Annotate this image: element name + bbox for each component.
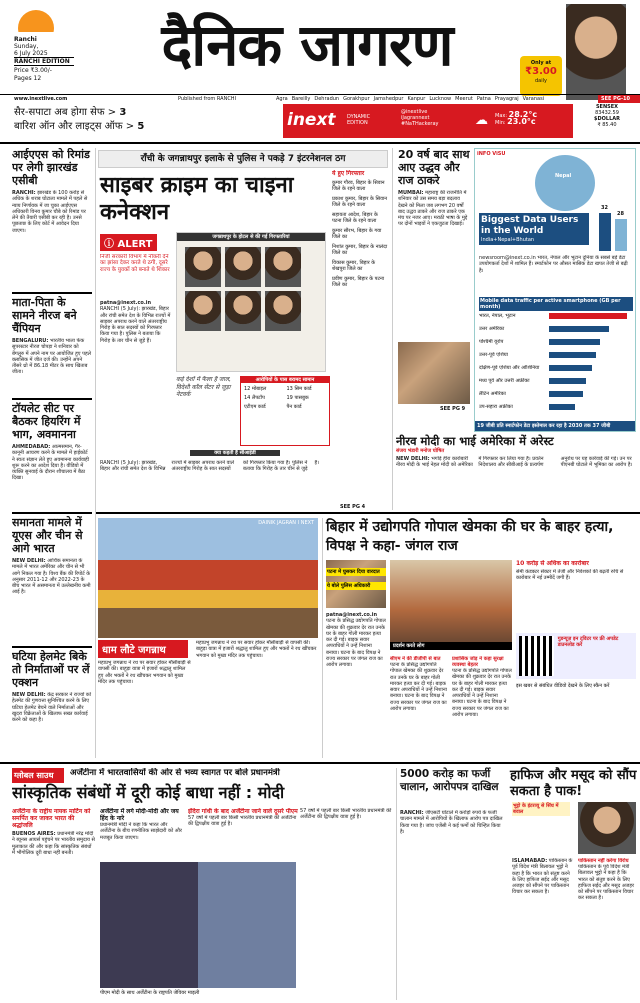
info-number-2: 28 [617, 211, 624, 217]
teaser-2[interactable]: बारिश ऑन और लाइट्स ऑफ > 5 [14, 121, 145, 132]
min-label: Min: [495, 120, 506, 126]
seized-item: 13 सिम कार्ड [286, 386, 312, 392]
nirav-body: भगोड़े हीरा कारोबारी नीरव मोदी के भाई नेहल मोदी को अमेरिका में गिरफ्तार कर लिया गया है। प्रवर्तन निदेशालय और सीबीआई के प्रत्यर्पण अनुरोध पर यह कार्रवाई की गई। उन पर पीएनबी घोटाले में भूमिका का आरोप है। [396, 456, 633, 469]
band-headline[interactable]: सांस्कृतिक संबंधों में दूरी कोई बाधा नहीं : मोदी [12, 783, 285, 802]
social-2[interactable]: iJagrannext [401, 115, 430, 121]
info-row-bar [549, 391, 583, 397]
story[interactable] [12, 296, 92, 396]
accused-photo [225, 247, 261, 287]
inext-sub [347, 114, 370, 126]
hafiz-side [578, 858, 636, 998]
divider [12, 646, 92, 648]
info-row-bar [549, 352, 596, 358]
protest-photo [390, 560, 512, 650]
band-col-3 [188, 808, 298, 858]
story-dateline: NEW DELHI: [12, 558, 46, 564]
info-bar-rows [479, 309, 633, 413]
nav-city[interactable]: Dehradun [314, 96, 340, 102]
band-col-2-head: अर्जेंटीना में लगे मोदी-मोदी और जय हिंद के नारे [100, 808, 179, 822]
info-row-bar [549, 326, 609, 332]
band-col-3-head: इंदिरा गांधी के बाद अर्जेंटीना जाने वाले दूसरे पीएम [188, 808, 298, 815]
photo-credit: DAINIK JAGRAN I NEXT [258, 520, 314, 526]
dollar-label: $DOLLAR [594, 116, 620, 122]
jagannath-body-2: महाप्रभु जगन्नाथ ने रथ पर सवार होकर मौसीबाड़ी से वापसी की। बाहुड़ा यात्रा में हजारों श्रद्धालु शामिल हुए और भक्तों ने रथ खींचकर भगवान को मुख्य मंदिर तक पहुंचाया। [98, 660, 191, 685]
lead-body [100, 300, 172, 400]
info-number-1: 32 [601, 205, 608, 211]
accused-item: प्रकाश कुमार, बिहार के सिवान जिले के रहने वाला [332, 196, 388, 208]
hafiz-headline[interactable]: हाफिज और मसूद को सौंप सकता है पाक! [510, 768, 637, 799]
inext-sub-1: DYNAMIC [347, 114, 371, 120]
weather-icon: ☁ [475, 113, 488, 128]
celebrity-photo [566, 4, 626, 100]
story-body: आत्मसमान, गैर-कानूनी आचरण करने के मामले में हाईकोर्ट ने स्वतः संज्ञान लेते हुए अवमानना कार्यवाही शुरू करने का आदेश दिया है। वीडियो में व्यक्ति सुनवाई के दौरान शौचालय में बैठा दिखा। [12, 444, 90, 482]
hafiz-side-body: पाकिस्तान के पूर्व विदेश मंत्री बिलावल भुट्टो ने कहा है कि भारत को संतुष्ट करने के लिए हाफिज सईद और मसूद अजहर को सौंपने पर पाकिस्तान विचार कर सकता है। [578, 864, 635, 902]
markets [578, 104, 636, 128]
story-headline: टॉयलेट सीट पर बैठकर हियरिंग में भाग, अवमानना [12, 402, 81, 441]
nirav-story[interactable] [396, 434, 638, 510]
masthead-title: दैनिक जागरण [161, 11, 453, 79]
max-label: Max: [495, 113, 508, 119]
nav-city[interactable]: Lucknow [429, 96, 452, 102]
lead-continued: RANCHI (5 July): झारखंड, बिहार और रांची समेत देश के विभिन्न राज्यों में साइबर अपराध करने वाले अंतरराष्ट्रीय गिरोह के सात सदस्यों को गिरफ्तार किया गया है। पुलिस ने बताया कि गिरोह के तार चीन से जुड़े हैं। [100, 460, 320, 473]
story-dateline: BENGALURU: [12, 338, 49, 344]
info-row-label: लैटिन अमेरिका [479, 390, 506, 397]
info-bar-row [479, 400, 633, 413]
day: Sunday, [14, 43, 39, 50]
accused-list [332, 170, 388, 450]
published-from: Published from RANCHI [178, 96, 237, 102]
story-dateline: AHMEDABAD: [12, 444, 51, 450]
nirav-headline: नीरव मोदी का भाई अमेरिका में अरेस्ट [396, 434, 554, 448]
lead-headline[interactable]: साइबर क्राइम का चाइना कनेक्शन [100, 173, 294, 225]
column-rule [396, 768, 397, 1000]
accused-item: कुमार सौरभ, बिहार के गया जिले का [332, 228, 382, 240]
items-title: आरोपियों के पास बरामद सामान [241, 377, 329, 383]
alert-text: निजी सरकारी विभाग में नौकरी देने का झांसा देकर करते थे ठगी, दूसरे राज्य के युवकों को बनाते थे शिकार [100, 254, 170, 273]
accused-items [332, 180, 388, 288]
lead-see-page[interactable]: SEE PG 4 [340, 504, 366, 510]
max-temp: 28.2°c [508, 110, 538, 119]
alert-icon: ⓘ [104, 239, 118, 250]
story-dateline: NEW DELHI: [12, 692, 46, 698]
seized-item: 19 पासबुक [286, 395, 309, 401]
seized-items [240, 376, 330, 446]
left-column [12, 148, 92, 770]
accused-item: प्रवीण कुमार, बिहार के पटना जिले का [332, 276, 385, 288]
seized-item: 12 मोबाइल [244, 386, 267, 392]
info-bar-row [479, 309, 633, 322]
only-at: Only at [530, 60, 552, 66]
band-col-3-body: 57 वर्षों में पहली बार किसी भारतीय प्रधानमंत्री की अर्जेंटीना की द्विपक्षीय यात्रा हुई है। [188, 815, 297, 828]
accused-photo [225, 291, 261, 331]
khemka-tag-2: ये बोले पुलिस अधिकारी [326, 582, 386, 590]
accused-item: निशांत कुमार, बिहार के नालंदा जिले का [332, 244, 388, 256]
see-page-top[interactable]: SEE PG-10 [598, 95, 640, 103]
story[interactable] [12, 516, 92, 644]
info-row-label: उत्तर अमेरिका [479, 325, 505, 332]
info-bar-row [479, 374, 633, 387]
business-box [516, 560, 636, 758]
seized-item: 14 लैपटॉप [244, 395, 265, 401]
seized-item: एटीएम कार्ड [244, 404, 266, 410]
nirav-sub: संजय भंडारी मनोज घोषित [396, 448, 445, 454]
fraud-dateline: RANCHI: [400, 810, 424, 816]
alert-box [100, 232, 172, 273]
khemka-sub-1-body: पटना के प्रसिद्ध उद्योगपति गोपाल खेमका की शुक्रवार देर रात उनके घर के बाहर गोली मारकर हत्या कर दी गई। बाइक सवार अपराधियों ने उन्हें निशाना बनाया। घटना के बाद विपक्ष ने राज्य सरकार पर जंगल राज का आरोप लगाया। [390, 662, 447, 713]
band-label: ग्लोबल साउथ [12, 768, 64, 783]
bottom-note: क्या कहती है सीआईडी [190, 450, 280, 456]
sensex-label: SENSEX [595, 104, 619, 110]
website[interactable]: www.inextlive.com [14, 96, 68, 102]
only-daily: daily [535, 78, 547, 84]
khemka-sub-1 [390, 656, 448, 758]
thackeray-photo [398, 342, 470, 404]
khemka-sub-2 [452, 656, 512, 758]
info-row-bar [549, 313, 627, 319]
lead-body-intro: RANCHI (5 July): झारखंड, बिहार और रांची समेत देश के विभिन्न राज्यों में साइबर अपराध करने वाले अंतरराष्ट्रीय गिरोह के सात सदस्यों को गिरफ्तार किया गया है। पुलिस ने बताया कि गिरोह के तार चीन से जुड़े हैं। [100, 306, 171, 344]
column-rule [392, 148, 393, 510]
nav-city[interactable]: Meerut [455, 96, 473, 102]
nav-city[interactable]: Patna [476, 96, 491, 102]
bar-chart-title: Mobile data traffic per active smartphone (GB per month) [479, 297, 633, 311]
inext-sub-2: EDITION [347, 120, 368, 126]
modi-photo-caption: पीएम मोदी के साथ अर्जेंटीना के राष्ट्रपति जेवियर माइली [100, 990, 296, 996]
city: Ranchi [14, 36, 37, 43]
divider [96, 512, 640, 514]
accused-photo [185, 247, 221, 287]
info-bar-1 [599, 213, 611, 251]
band-col-4: 57 वर्षों में पहली बार किसी भारतीय प्रधानमंत्री की अर्जेंटीना की द्विपक्षीय यात्रा हुई है। [300, 808, 392, 821]
nav-city[interactable]: Prayagraj [494, 96, 519, 102]
price-badge [520, 56, 562, 96]
business-headline: 10 करोड़ से अधिक का कारोबार [516, 560, 589, 567]
accused-item: कुमार गौरव, बिहार के सिवान जिले के रहने वाला [332, 180, 385, 192]
accused-item: सहायता आदेश, बिहार के पटना जिले के रहने वाला [332, 212, 378, 224]
only-price: ₹3.00 [525, 66, 557, 77]
jagannath-caption: धाम लौटे जगन्नाथ [98, 640, 188, 658]
column-rule [95, 148, 96, 758]
info-bar-row [479, 361, 633, 374]
edition-info [14, 36, 74, 57]
social-3[interactable]: #NaTHackeray [401, 121, 439, 127]
story-headline: समानता मामले में यूएस और चीन से आगे भारत [12, 516, 83, 555]
accused-photo [265, 247, 301, 287]
divider [12, 398, 92, 400]
khemka-sub-1-head: सीएम ने की डीजीपी से बात [390, 656, 441, 662]
accused-photos [176, 232, 326, 372]
band-col-1-head: अर्जेंटीना के राष्ट्रीय नायक मार्टिन को समर्पित कर जाकर भारत की श्रद्धांजलि [12, 808, 91, 829]
lead-kicker: राँची के जगन्नाथपुर इलाके से पुलिस ने पकड़े 7 इंटरनेशनल ठग [98, 150, 388, 168]
band-col-1-body: प्रधानमंत्री नरेंद्र मोदी ने ब्यूनस आयर्स पहुंचने पर भारतीय समुदाय से मुलाकात की और कहा कि सांस्कृतिक संबंधों में भौगोलिक दूरी बाधा नहीं बनती। [12, 831, 95, 856]
infographic [474, 148, 636, 432]
info-row-label: भारत, नेपाल, भूटान [479, 312, 516, 319]
date: 6 July 2025 [14, 50, 48, 57]
fraud-headline[interactable]: 5000 करोड़ का फर्जी चालान, आरोपपत्र दाखिल [400, 768, 499, 793]
divider [12, 292, 92, 294]
info-row-bar [549, 365, 592, 371]
accused-item: विकास कुमार, बिहार के शेखपुरा जिले का [332, 260, 376, 272]
band-kicker: अर्जेंटीना में भारतवासियों की ओर से भव्य स्वागत पर बोले प्रधानमंत्री [70, 768, 280, 778]
story[interactable] [12, 402, 92, 510]
column-rule [322, 518, 323, 758]
edition-label: RANCHI EDITION [14, 57, 74, 66]
band-col-2 [100, 808, 184, 858]
info-row-label: उत्तर-पूर्व एशिया [479, 351, 508, 358]
nav-city[interactable]: Bareilly [291, 96, 311, 102]
info-body: newsroom@inext.co.in भारत, नेपाल और भूटान दुनिया के सबसे बड़े डेटा उपयोगकर्ता देशों में शामिल हैं। स्मार्टफोन पर औसत मासिक डेटा खपत तेजी से बढ़ी है। [479, 255, 628, 274]
khemka-dateline: patna@inext.co.in [326, 612, 378, 618]
band-col-1-dateline: BUENOS AIRES: [12, 831, 56, 837]
story-body: भारतीय भाला फेंक सुपरस्टार नीरज चोपड़ा ने शनिवार को बेंगलुरु में अपने नाम पर आयोजित हुए पहले क्लासिक में जीत दर्ज की। उन्होंने अपने तीसरे थ्रो में 86.18 मीटर के साथ खिताब जीता। [12, 338, 92, 376]
info-brand: iNFO ViSU [477, 151, 506, 157]
info-title-1: Biggest Data Users [481, 215, 579, 225]
info-country: Nepal [555, 173, 572, 179]
band-col-1 [12, 808, 96, 998]
inext-social [401, 109, 439, 127]
uddhav-body: महाराष्ट्र की राजनीति में शनिवार को उस समय बड़ा बदलाव देखने को मिला जब लगभग 20 वर्षों बाद उद्धव ठाकरे और राज ठाकरे एक मंच पर नजर आए। मराठी भाषा के मुद्दे पर दोनों भाइयों ने एकजुटता दिखाई। [398, 190, 468, 228]
qr-text: गुडन्यूज़ इन ट्विटर पर फ्री अपडेट डाउनलोड करें [557, 636, 619, 648]
alert-label-text: ALERT [117, 239, 153, 250]
rath-yatra-photo [98, 518, 318, 638]
bhutto-photo [578, 802, 636, 854]
alert-label [100, 234, 157, 251]
info-row-bar [549, 339, 600, 345]
info-title-box [479, 213, 589, 245]
info-bar-2 [615, 219, 627, 251]
nav-city[interactable]: Kanpur [407, 96, 426, 102]
teaser-1-text: सैर-सपाटा अब होगा सेफ [14, 107, 105, 118]
divider [0, 762, 640, 764]
hafiz-sub: पाकिस्तान नहीं करेगा विरोध [578, 858, 629, 864]
hafiz-body-text: पाकिस्तान के पूर्व विदेश मंत्री बिलावल भुट्टो ने कहा है कि भारत को संतुष्ट करने के लिए हाफिज सईद और मसूद अजहर को सौंपने पर पाकिस्तान विचार कर सकता है। [512, 858, 573, 896]
brand-sun-logo [14, 6, 58, 32]
fraud-body-text: जीएसटी घोटाले में करोड़ों रुपये के फर्जी चालान मामले में आरोपियों के खिलाफ आरोप पत्र दाखिल किया गया है। जांच एजेंसी ने कई फर्मों को चिन्हित किया है। [400, 810, 503, 835]
dollar-value: ₹ 85.40 [597, 122, 617, 128]
info-row-label: पश्चिमी यूरोप [479, 338, 504, 345]
teaser-1-page: 3 [119, 107, 127, 118]
qr-footer: इस खबर से संबंधित वीडियो देखने के लिए स्कैन करें [516, 683, 610, 689]
uddhav-see-page[interactable]: SEE PG 9 [440, 406, 466, 412]
price: Price ₹3.00/- [14, 67, 52, 74]
teaser-2-text: बारिश ऑन और लाइट्स ऑफ [14, 121, 123, 132]
social-1[interactable]: @inextlive [401, 109, 428, 115]
fraud-body [400, 810, 504, 998]
city-nav [276, 96, 598, 102]
weather [495, 112, 537, 126]
khemka-headline[interactable]: बिहार में उद्योगपति गोपाल खेमका की घर के बाहर हत्या, विपक्ष ने कहा- जंगल राज [326, 519, 614, 554]
info-title-3: India+Nepal+Bhutan [481, 237, 535, 243]
story-headline: माता-पिता के सामने नीरज बने चैंपियन [12, 296, 77, 335]
nirav-dateline: NEW DELHI: [396, 456, 430, 462]
info-bar-row [479, 335, 633, 348]
info-row-label: उप-सहारा अफ्रीका [479, 403, 513, 410]
jagannath-body: महाप्रभु जगन्नाथ ने रथ पर सवार होकर मौसीबाड़ी से वापसी की। बाहुड़ा यात्रा में हजारों श्रद्धालु शामिल हुए और भक्तों ने रथ खींचकर भगवान को मुख्य मंदिर तक पहुंचाया। [196, 640, 317, 659]
info-bar-row [479, 348, 633, 361]
accused-photo [265, 291, 301, 331]
accused-title: ये हुए गिरफ्तार [332, 170, 365, 177]
inext-brand: inext [287, 110, 336, 130]
divider [0, 142, 640, 144]
nav-city[interactable]: Agra [276, 96, 288, 102]
info-bar-row [479, 387, 633, 400]
story[interactable] [12, 650, 92, 770]
story-headline: घटिया हेलमेट बिके तो निर्माताओं पर लें एक्शन [12, 650, 90, 689]
min-temp: 23.0°c [507, 117, 536, 126]
story-body: आर्थिक समानता के मामले में भारत अमेरिका और चीन से भी आगे निकल गया है। विश्व बैंक की रिपोर्ट के अनुसार 2011-12 और 2022-23 के बीच भारत में असमानता में उल्लेखनीय कमी आई है। [12, 558, 91, 596]
story-body: केंद्र सरकार ने राज्यों को हेलमेट की गुणवत्ता सुनिश्चित करने के लिए घटिया हेलमेट बेचने वाले निर्माताओं और खुदरा विक्रेताओं के खिलाफ सख्त कार्रवाई करने को कहा है। [12, 692, 92, 724]
hafiz-dateline: ISLAMABAD: [512, 858, 548, 864]
divider [0, 94, 640, 95]
items-grid [241, 383, 329, 413]
nav-city[interactable]: Gorakhpur [343, 96, 370, 102]
qr-box [516, 633, 636, 679]
uddhav-headline: 20 वर्ष बाद साथ आए उद्धव और राज ठाकरे [398, 148, 470, 187]
info-row-label: दक्षिण-पूर्व एशिया और ओशिनिया [479, 364, 540, 371]
story[interactable] [12, 148, 92, 290]
qr-code-icon[interactable] [519, 636, 554, 676]
info-row-bar [549, 404, 575, 410]
khemka-sub-2-body: पटना के प्रसिद्ध उद्योगपति गोपाल खेमका की शुक्रवार देर रात उनके घर के बाहर गोली मारकर हत्या कर दी गई। बाइक सवार अपराधियों ने उन्हें निशाना बनाया। घटना के बाद विपक्ष ने राज्य सरकार पर जंगल राज का आरोप लगाया। [452, 668, 512, 719]
protest-caption: प्रदर्शन करते लोग [390, 642, 512, 650]
info-bar-row [479, 322, 633, 335]
globe-icon [535, 155, 595, 211]
khemka-body-text: पटना के प्रसिद्ध उद्योगपति गोपाल खेमका की शुक्रवार देर रात उनके घर के बाहर गोली मारकर हत्या कर दी गई। बाइक सवार अपराधियों ने उन्हें निशाना बनाया। घटना के बाद विपक्ष ने राज्य सरकार पर जंगल राज का आरोप लगाया। [326, 618, 386, 669]
accused-photo [185, 291, 221, 331]
khemka-tag-1: पटना में घुसकर दिया वारदात [326, 568, 386, 576]
info-footer: 19 जीबी प्रति स्मार्टफोन डेटा इस्तेमाल कर रहा है 2030 तक 37 जीबी [475, 421, 636, 431]
pullquote: कई देशों में फैला है जाल, विदेशी कॉल सेंटर से जुड़ा नेटवर्क [176, 376, 231, 398]
inext-bar [283, 104, 573, 138]
nav-city[interactable]: Jamshedpur [373, 96, 404, 102]
story-headline: आईएएस को रिमांड पर लेगी झारखंड एसीबी [12, 148, 90, 187]
modi-milei-photo [100, 862, 296, 988]
info-row-label: मध्य पूर्व और उत्तरी अफ्रीका [479, 377, 530, 384]
khemka-body [326, 612, 386, 758]
sensex-value: 83432.59 [595, 110, 619, 116]
nav-city[interactable]: Varanasi [522, 96, 545, 102]
band-col-2-body: प्रधानमंत्री मोदी ने कहा कि भारत और अर्जेंटीना के बीच रणनीतिक साझेदारी को और मजबूत किया जाएगा। [100, 822, 182, 841]
photo-caption: जगन्नाथपुर के होटल से की गई गिरफ्तारियां [177, 233, 325, 241]
info-title-2: in the World [481, 226, 544, 236]
info-row-bar [549, 378, 586, 384]
teasers [14, 106, 264, 134]
hafiz-photo-caption: भुट्टो के इंटरव्यू से सिंध में बवाल [512, 802, 570, 816]
business-body: सेमी कंडक्टर सेक्टर में तेजी और निवेशकों की बढ़ती रुचि से कारोबार में नई उम्मीदें जगी हैं। [516, 569, 624, 582]
hafiz-body [512, 858, 574, 998]
teaser-1[interactable]: सैर-सपाटा अब होगा सेफ > 3 [14, 107, 127, 118]
divider [12, 512, 92, 514]
teaser-2-page: 5 [137, 121, 145, 132]
seized-item: पैन कार्ड [286, 404, 302, 410]
uddhav-dateline: MUMBAI: [398, 190, 424, 196]
story-body: झारखंड के 100 करोड़ से अधिक के शराब घोटाला मामले में पहले से न्याय निर्णायक में जा चुका आईएएस अधिकारी विनय कुमार चौबे को रिमांड पर लेने की तैयारी एसीबी कर रही है। उनसे पूछताछ के लिए कोर्ट में आवेदन दिया जाएगा। [12, 190, 88, 234]
pages: Pages 12 [14, 75, 42, 82]
lead-dateline: patna@inext.co.in [100, 300, 152, 306]
khemka-sub-2-head: प्रशासिक जोड़ ने कहा सुरक्षा व्यवस्था बेहतर [452, 656, 504, 668]
story-dateline: RANCHI: [12, 190, 36, 196]
